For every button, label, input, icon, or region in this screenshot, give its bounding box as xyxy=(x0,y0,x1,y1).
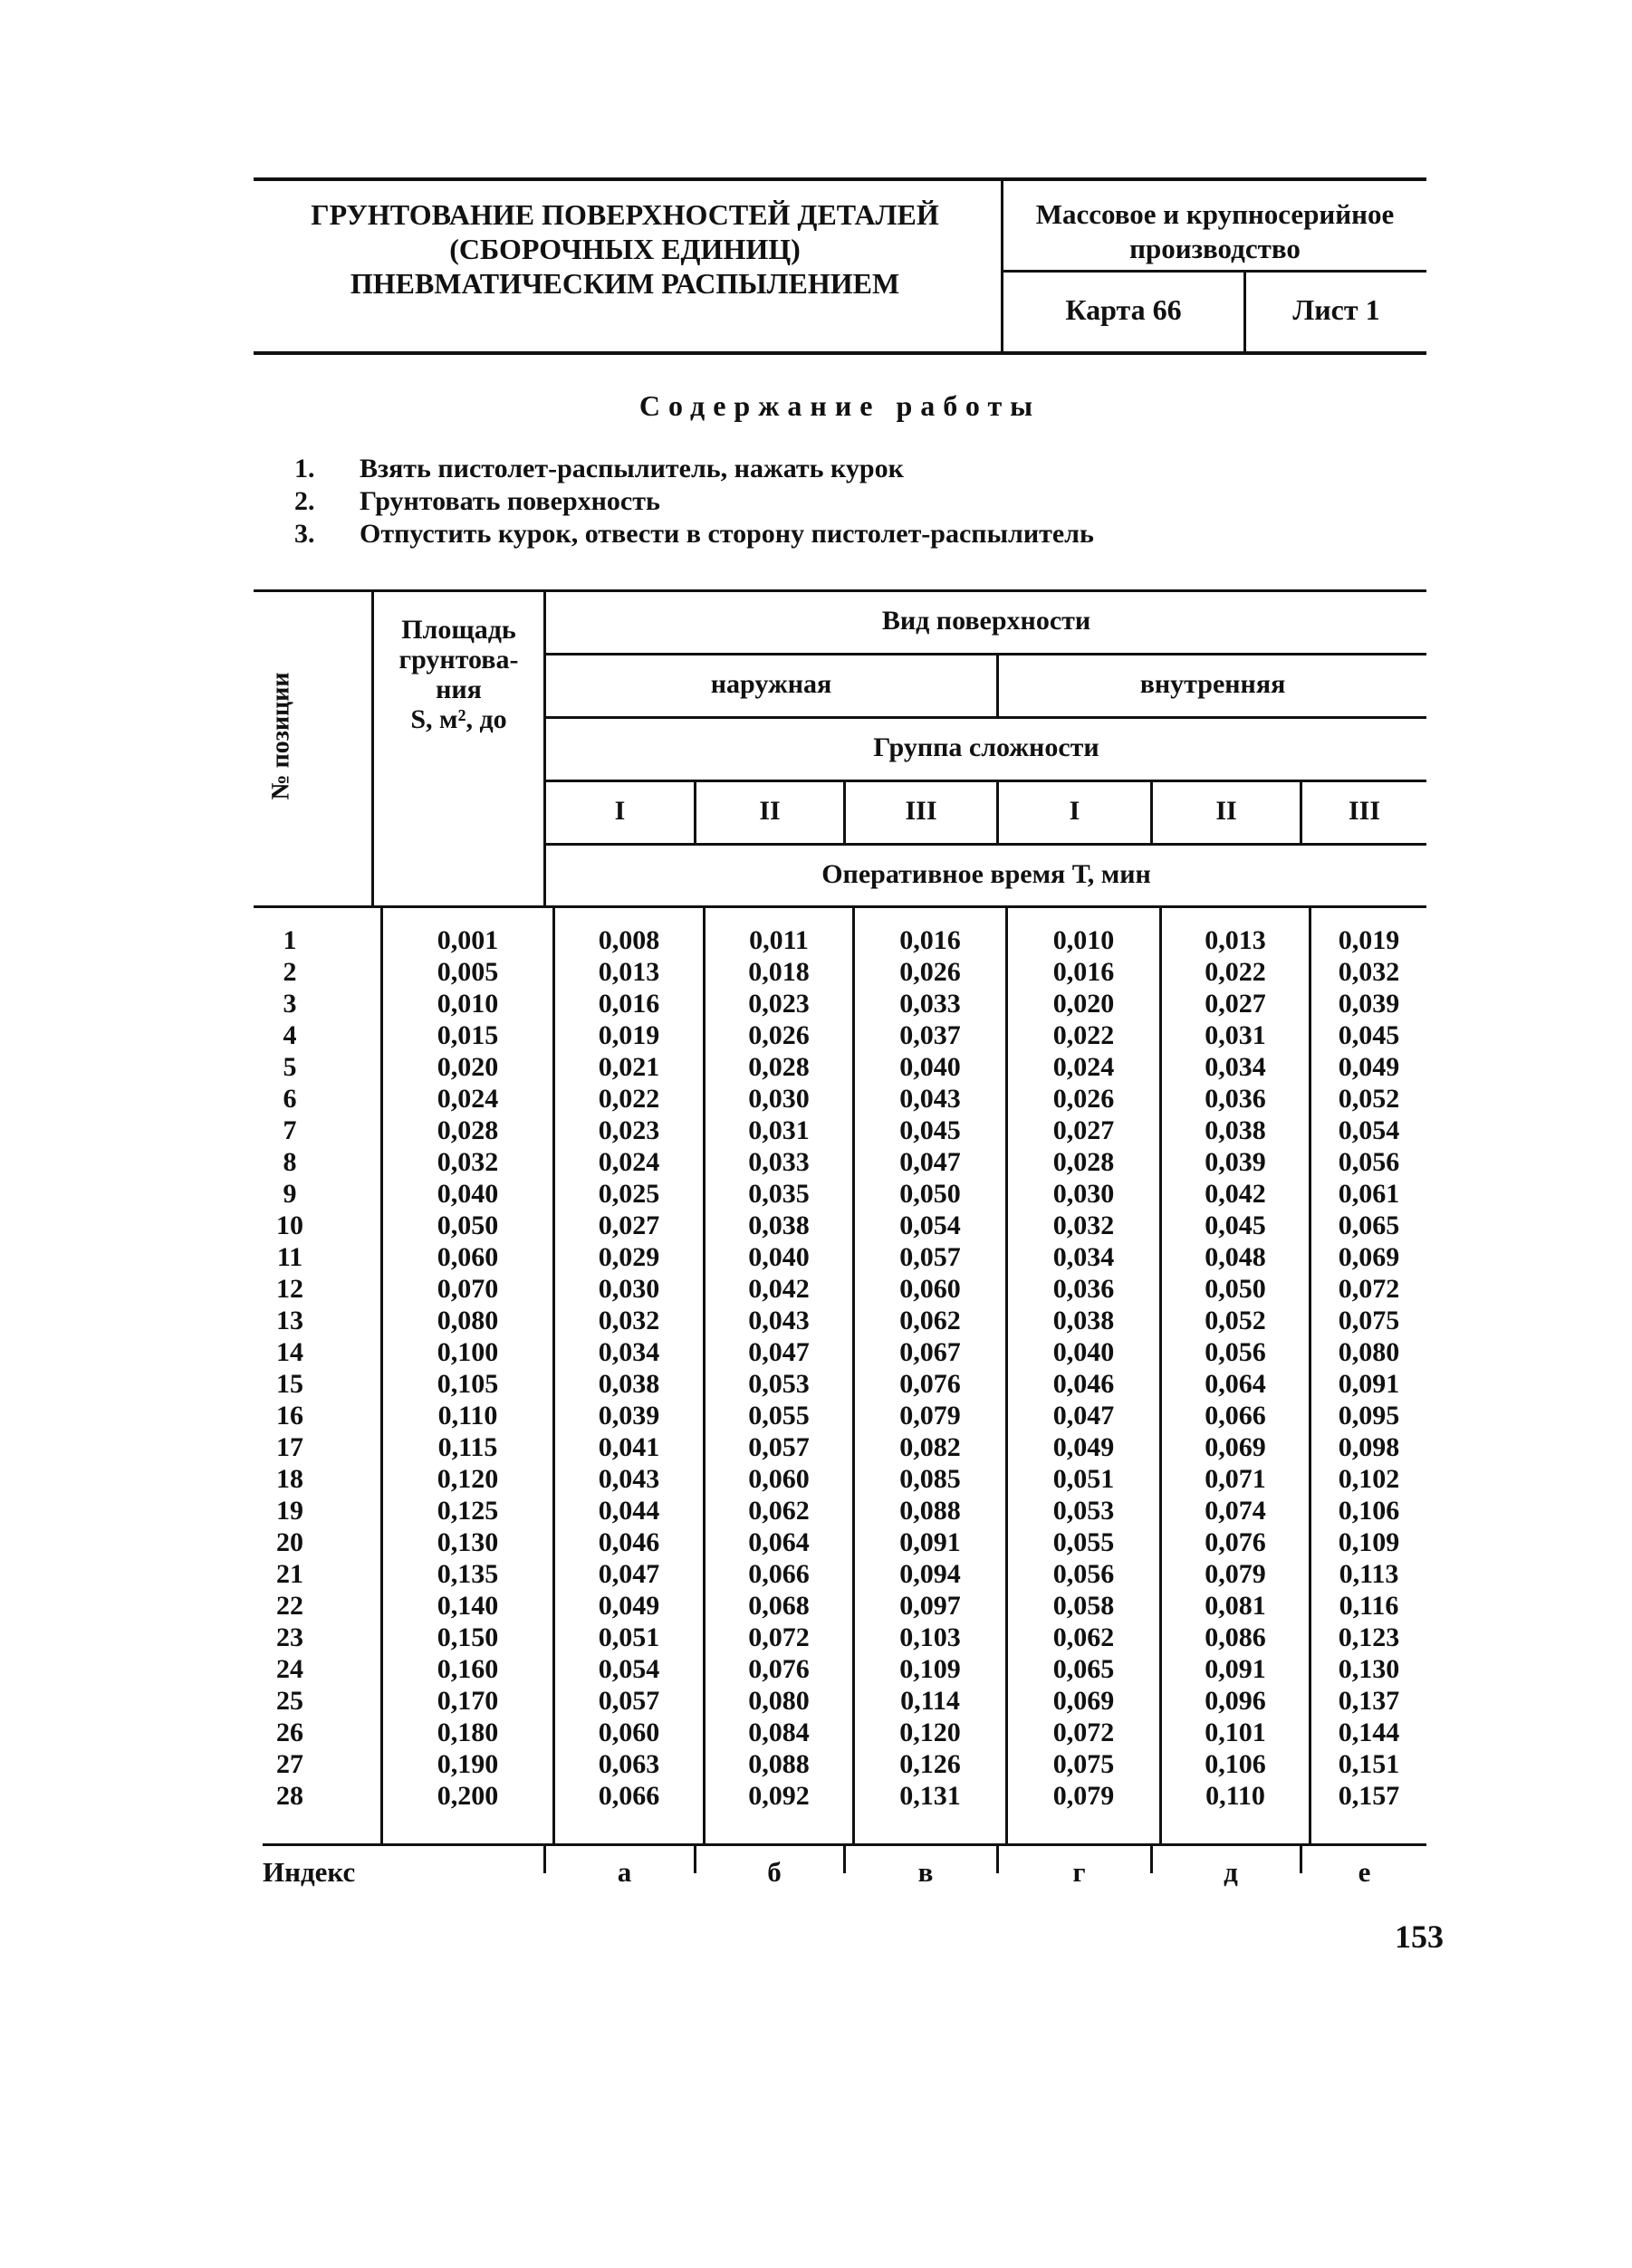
time-column xyxy=(1162,924,1309,1812)
table-cell: 0,041 xyxy=(598,1432,660,1462)
table-cell: 0,062 xyxy=(1052,1622,1115,1652)
step-text: Отпустить курок, отвести в сторону пистолет-распылитель xyxy=(360,519,1094,549)
table-cell: 0,020 xyxy=(437,1052,499,1082)
table-cell: 0,023 xyxy=(748,989,810,1019)
table-cell: 0,040 xyxy=(437,1179,499,1209)
outer-surface-header: наружная xyxy=(710,669,832,699)
table-cell: 0,064 xyxy=(1205,1369,1266,1399)
card-number: Карта 66 xyxy=(1065,293,1182,326)
table-cell: 0,051 xyxy=(598,1622,660,1652)
table-cell: 19 xyxy=(276,1496,303,1526)
index-label: Индекс xyxy=(263,1856,356,1888)
table-cell: 3 xyxy=(283,989,297,1019)
step-text: Взять пистолет-распылитель, нажать курок xyxy=(360,454,904,483)
table-rule xyxy=(543,716,1426,719)
table-cell: 0,110 xyxy=(1205,1781,1265,1811)
table-cell: 0,038 xyxy=(1205,1115,1266,1145)
surface-type-header: Вид поверхности xyxy=(881,606,1091,636)
table-cell: 0,075 xyxy=(1052,1749,1115,1779)
table-cell: 7 xyxy=(283,1115,297,1145)
table-cell: 0,062 xyxy=(748,1496,810,1526)
table-cell: 0,027 xyxy=(1205,989,1266,1019)
table-cell: 0,054 xyxy=(598,1654,660,1684)
table-cell: 0,170 xyxy=(437,1686,499,1716)
table-cell: 0,061 xyxy=(1338,1179,1400,1209)
table-cell: 0,022 xyxy=(1052,1020,1115,1050)
table-cell: 0,057 xyxy=(748,1432,810,1462)
group-header: II xyxy=(759,796,781,826)
table-cell: 0,039 xyxy=(598,1401,660,1431)
table-cell: 0,018 xyxy=(748,957,810,987)
table-cell: 0,113 xyxy=(1339,1559,1399,1589)
table-cell: 0,034 xyxy=(598,1337,660,1367)
table-cell: 0,095 xyxy=(1338,1401,1400,1431)
table-cell: 0,144 xyxy=(1338,1718,1400,1747)
table-cell: 0,091 xyxy=(1205,1654,1266,1684)
table-cell: 0,028 xyxy=(748,1052,810,1082)
table-cell: 0,082 xyxy=(899,1432,961,1462)
table-cell: 0,047 xyxy=(1052,1401,1115,1431)
table-cell: 0,024 xyxy=(598,1147,660,1177)
index-value: е xyxy=(1358,1856,1371,1888)
table-cell: 0,047 xyxy=(899,1147,961,1177)
table-cell: 0,056 xyxy=(1052,1559,1115,1589)
table-cell: 0,037 xyxy=(899,1020,961,1050)
index-value: в xyxy=(917,1856,934,1888)
table-cell: 0,051 xyxy=(1052,1464,1115,1494)
table-cell: 0,013 xyxy=(1205,925,1266,955)
time-column xyxy=(555,924,703,1812)
group-header: I xyxy=(614,796,626,826)
table-cell: 0,008 xyxy=(598,925,660,955)
table-cell: 0,011 xyxy=(749,925,809,955)
table-cell: 8 xyxy=(283,1147,297,1177)
table-cell: 0,050 xyxy=(899,1179,961,1209)
operative-time-header: Оперативное время Т, мин xyxy=(821,859,1151,889)
group-header: III xyxy=(905,796,937,826)
header-bottom-rule xyxy=(254,351,1426,355)
table-cell: 0,101 xyxy=(1205,1718,1266,1747)
table-cell: 0,069 xyxy=(1338,1242,1400,1272)
table-cell: 0,157 xyxy=(1338,1781,1400,1811)
page-number: 153 xyxy=(1395,1919,1444,1955)
index-value: г xyxy=(1072,1856,1086,1888)
table-cell: 0,047 xyxy=(598,1559,660,1589)
table-cell: 0,150 xyxy=(437,1622,499,1652)
table-cell: 0,056 xyxy=(1205,1337,1266,1367)
table-cell: 24 xyxy=(276,1654,303,1684)
title-line: ПНЕВМАТИЧЕСКИМ РАСПЫЛЕНИЕМ xyxy=(350,267,900,300)
index-value: б xyxy=(767,1856,782,1888)
table-cell: 0,042 xyxy=(748,1274,810,1304)
table-cell: 0,114 xyxy=(900,1686,960,1716)
table-cell: 10 xyxy=(276,1211,303,1240)
table-cell: 15 xyxy=(276,1369,303,1399)
table-cell: 0,085 xyxy=(899,1464,961,1494)
table-cell: 0,049 xyxy=(1052,1432,1115,1462)
table-cell: 9 xyxy=(283,1179,297,1209)
table-cell: 0,098 xyxy=(1338,1432,1400,1462)
table-cell: 0,043 xyxy=(748,1306,810,1335)
group-header: II xyxy=(1215,796,1237,826)
table-cell: 0,032 xyxy=(1338,957,1400,987)
table-cell: 0,030 xyxy=(1052,1179,1115,1209)
table-cell: 23 xyxy=(276,1622,303,1652)
table-cell: 0,115 xyxy=(437,1432,498,1462)
table-cell: 0,092 xyxy=(748,1781,810,1811)
table-cell: 0,106 xyxy=(1338,1496,1400,1526)
table-cell: 0,045 xyxy=(899,1115,961,1145)
table-cell: 0,040 xyxy=(1052,1337,1115,1367)
table-cell: 0,060 xyxy=(899,1274,961,1304)
table-cell: 0,200 xyxy=(437,1781,499,1811)
table-cell: 0,190 xyxy=(437,1749,499,1779)
table-cell: 0,135 xyxy=(437,1559,499,1589)
table-cell: 0,069 xyxy=(1205,1432,1266,1462)
table-cell: 0,046 xyxy=(1052,1369,1115,1399)
table-cell: 0,028 xyxy=(1052,1147,1115,1177)
table-cell: 0,130 xyxy=(1338,1654,1400,1684)
table-cell: 0,072 xyxy=(1052,1718,1115,1747)
table-cell: 14 xyxy=(276,1337,303,1367)
table-rule xyxy=(543,653,1426,656)
table-cell: 0,084 xyxy=(748,1718,810,1747)
table-cell: 0,120 xyxy=(899,1718,961,1747)
table-cell: 0,013 xyxy=(598,957,660,987)
table-cell: 0,010 xyxy=(1052,925,1115,955)
table-cell: 0,062 xyxy=(899,1306,961,1335)
table-cell: 0,070 xyxy=(437,1274,499,1304)
title-line: (СБОРОЧНЫХ ЕДИНИЦ) xyxy=(449,233,801,265)
table-cell: 0,039 xyxy=(1205,1147,1266,1177)
table-cell: 0,040 xyxy=(899,1052,961,1082)
work-steps-list xyxy=(294,453,1094,550)
table-cell: 0,021 xyxy=(598,1052,660,1082)
production-line: производство xyxy=(1129,233,1301,264)
table-cell: 16 xyxy=(276,1401,303,1431)
table-cell: 0,034 xyxy=(1052,1242,1115,1272)
table-cell: 0,039 xyxy=(1338,989,1400,1019)
table-cell: 0,026 xyxy=(899,957,961,987)
table-cell: 0,060 xyxy=(598,1718,660,1747)
table-cell: 0,054 xyxy=(899,1211,961,1240)
table-cell: 0,106 xyxy=(1205,1749,1266,1779)
table-top-rule xyxy=(254,589,1426,592)
production-line: Массовое и крупносерийное xyxy=(1035,198,1395,230)
step-number: 1. xyxy=(294,454,315,483)
table-cell: 0,040 xyxy=(748,1242,810,1272)
table-cell: 0,067 xyxy=(899,1337,961,1367)
table-cell: 0,027 xyxy=(598,1211,660,1240)
table-cell: 0,126 xyxy=(899,1749,961,1779)
table-cell: 0,094 xyxy=(899,1559,961,1589)
sheet-number: Лист 1 xyxy=(1292,293,1380,326)
table-cell: 0,180 xyxy=(437,1718,499,1747)
step-number: 2. xyxy=(294,486,315,516)
table-cell: 5 xyxy=(283,1052,297,1082)
table-cell: 0,015 xyxy=(437,1020,499,1050)
table-cell: 0,079 xyxy=(899,1401,961,1431)
table-cell: 27 xyxy=(276,1749,303,1779)
table-cell: 0,116 xyxy=(1339,1591,1399,1621)
table-cell: 0,056 xyxy=(1338,1147,1400,1177)
work-step xyxy=(294,485,1094,518)
document-title xyxy=(254,197,996,301)
table-cell: 0,043 xyxy=(598,1464,660,1494)
position-column xyxy=(263,924,317,1812)
time-norms-table xyxy=(254,589,1426,1893)
table-cell: 0,057 xyxy=(598,1686,660,1716)
area-header-line: ния xyxy=(436,675,482,704)
table-cell: 0,068 xyxy=(748,1591,810,1621)
table-cell: 0,076 xyxy=(1205,1527,1266,1557)
table-cell: 0,065 xyxy=(1338,1211,1400,1240)
table-cell: 0,024 xyxy=(1052,1052,1115,1082)
table-cell: 0,016 xyxy=(598,989,660,1019)
table-cell: 0,026 xyxy=(1052,1084,1115,1114)
table-cell: 0,047 xyxy=(748,1337,810,1367)
table-cell: 0,066 xyxy=(1205,1401,1266,1431)
table-cell: 0,043 xyxy=(899,1084,961,1114)
table-cell: 0,071 xyxy=(1205,1464,1266,1494)
table-cell: 0,054 xyxy=(1338,1115,1400,1145)
table-cell: 0,097 xyxy=(899,1591,961,1621)
table-cell: 0,125 xyxy=(437,1496,499,1526)
table-cell: 0,055 xyxy=(1052,1527,1115,1557)
table-cell: 0,049 xyxy=(1338,1052,1400,1082)
table-cell: 0,140 xyxy=(437,1591,499,1621)
table-cell: 22 xyxy=(276,1591,303,1621)
table-cell: 2 xyxy=(283,957,297,987)
table-cell: 0,096 xyxy=(1205,1686,1266,1716)
table-cell: 0,052 xyxy=(1205,1306,1266,1335)
table-cell: 0,137 xyxy=(1338,1686,1400,1716)
table-cell: 0,031 xyxy=(748,1115,810,1145)
index-value: а xyxy=(617,1856,632,1888)
table-cell: 0,109 xyxy=(1338,1527,1400,1557)
group-header: III xyxy=(1348,796,1381,826)
table-cell: 0,060 xyxy=(748,1464,810,1494)
table-cell: 12 xyxy=(276,1274,303,1304)
header-mid-rule xyxy=(1001,270,1426,273)
table-cell: 0,016 xyxy=(899,925,961,955)
table-cell: 0,019 xyxy=(598,1020,660,1050)
table-cell: 0,080 xyxy=(748,1686,810,1716)
table-cell: 0,049 xyxy=(598,1591,660,1621)
table-cell: 0,031 xyxy=(1205,1020,1266,1050)
table-cell: 0,081 xyxy=(1205,1591,1266,1621)
table-cell: 0,046 xyxy=(598,1527,660,1557)
table-cell: 0,032 xyxy=(437,1147,499,1177)
header-top-rule xyxy=(254,177,1426,181)
table-cell: 0,010 xyxy=(437,989,499,1019)
table-cell: 0,064 xyxy=(748,1527,810,1557)
table-cell: 0,091 xyxy=(1338,1369,1400,1399)
table-cell: 0,044 xyxy=(598,1496,660,1526)
area-header-line: грунтова- xyxy=(398,645,519,675)
table-cell: 0,032 xyxy=(1052,1211,1115,1240)
table-cell: 0,035 xyxy=(748,1179,810,1209)
table-cell: 0,027 xyxy=(1052,1115,1115,1145)
work-content-title: Содержание работы xyxy=(638,389,1042,422)
table-cell: 26 xyxy=(276,1718,303,1747)
group-header: I xyxy=(1069,796,1080,826)
title-line: ГРУНТОВАНИЕ ПОВЕРХНОСТЕЙ ДЕТАЛЕЙ xyxy=(311,198,939,231)
table-cell: 0,091 xyxy=(899,1527,961,1557)
table-cell: 0,160 xyxy=(437,1654,499,1684)
table-cell: 0,057 xyxy=(899,1242,961,1272)
table-cell: 0,131 xyxy=(899,1781,961,1811)
table-cell: 0,033 xyxy=(899,989,961,1019)
table-cell: 0,023 xyxy=(598,1115,660,1145)
area-column xyxy=(383,924,552,1812)
table-cell: 0,029 xyxy=(598,1242,660,1272)
table-rule xyxy=(543,843,1426,846)
document-header xyxy=(254,177,1426,355)
step-number: 3. xyxy=(294,519,315,549)
table-cell: 0,038 xyxy=(748,1211,810,1240)
table-cell: 0,076 xyxy=(899,1369,961,1399)
table-cell: 0,065 xyxy=(1052,1654,1115,1684)
position-number-header: № позиции xyxy=(267,672,295,800)
work-step xyxy=(294,518,1094,550)
table-cell: 0,109 xyxy=(899,1654,961,1684)
table-cell: 0,088 xyxy=(748,1749,810,1779)
step-text: Грунтовать поверхность xyxy=(360,486,660,516)
table-cell: 0,074 xyxy=(1205,1496,1266,1526)
area-header-line: S, м², до xyxy=(410,704,507,734)
time-column xyxy=(1008,924,1159,1812)
table-cell: 0,063 xyxy=(598,1749,660,1779)
table-cell: 11 xyxy=(276,1242,303,1272)
table-rule xyxy=(543,780,1426,782)
table-cell: 0,080 xyxy=(1338,1337,1400,1367)
production-type xyxy=(1003,197,1426,266)
time-column xyxy=(706,924,852,1812)
table-cell: 6 xyxy=(283,1084,297,1114)
table-cell: 0,076 xyxy=(748,1654,810,1684)
work-step xyxy=(294,453,1094,485)
table-cell: 0,052 xyxy=(1338,1084,1400,1114)
table-cell: 0,053 xyxy=(748,1369,810,1399)
table-cell: 0,028 xyxy=(437,1115,499,1145)
table-cell: 0,048 xyxy=(1205,1242,1266,1272)
table-cell: 0,053 xyxy=(1052,1496,1115,1526)
table-cell: 0,130 xyxy=(437,1527,499,1557)
table-cell: 25 xyxy=(276,1686,303,1716)
table-cell: 0,050 xyxy=(437,1211,499,1240)
table-cell: 0,110 xyxy=(437,1401,498,1431)
table-cell: 0,016 xyxy=(1052,957,1115,987)
table-cell: 0,060 xyxy=(437,1242,499,1272)
table-cell: 0,042 xyxy=(1205,1179,1266,1209)
table-header-bottom-rule xyxy=(254,905,1426,908)
table-cell: 0,079 xyxy=(1205,1559,1266,1589)
area-header-line: Площадь xyxy=(401,615,516,645)
table-cell: 0,066 xyxy=(598,1781,660,1811)
table-cell: 0,019 xyxy=(1338,925,1400,955)
table-cell: 0,038 xyxy=(598,1369,660,1399)
table-cell: 21 xyxy=(276,1559,303,1589)
table-cell: 0,072 xyxy=(748,1622,810,1652)
table-cell: 4 xyxy=(283,1020,297,1050)
table-cell: 0,105 xyxy=(437,1369,499,1399)
table-cell: 0,100 xyxy=(437,1337,499,1367)
table-cell: 0,026 xyxy=(748,1020,810,1050)
table-cell: 0,045 xyxy=(1205,1211,1266,1240)
table-cell: 0,038 xyxy=(1052,1306,1115,1335)
index-value: д xyxy=(1224,1856,1238,1888)
table-cell: 0,086 xyxy=(1205,1622,1266,1652)
table-cell: 0,066 xyxy=(748,1559,810,1589)
table-cell: 0,030 xyxy=(598,1274,660,1304)
time-column xyxy=(1311,924,1426,1812)
table-cell: 0,025 xyxy=(598,1179,660,1209)
complexity-group-header: Группа сложности xyxy=(873,732,1099,762)
table-cell: 0,036 xyxy=(1052,1274,1115,1304)
table-cell: 0,151 xyxy=(1338,1749,1400,1779)
table-cell: 0,024 xyxy=(437,1084,499,1114)
table-cell: 18 xyxy=(276,1464,303,1494)
table-cell: 17 xyxy=(276,1432,303,1462)
table-cell: 0,050 xyxy=(1205,1274,1266,1304)
table-cell: 1 xyxy=(283,925,297,955)
table-cell: 0,120 xyxy=(437,1464,499,1494)
table-cell: 0,036 xyxy=(1205,1084,1266,1114)
table-cell: 0,055 xyxy=(748,1401,810,1431)
table-cell: 0,001 xyxy=(437,925,499,955)
table-cell: 0,058 xyxy=(1052,1591,1115,1621)
inner-surface-header: внутренняя xyxy=(1139,669,1286,699)
time-column xyxy=(855,924,1005,1812)
table-cell: 28 xyxy=(276,1781,303,1811)
table-cell: 0,080 xyxy=(437,1306,499,1335)
table-cell: 0,033 xyxy=(748,1147,810,1177)
table-cell: 0,088 xyxy=(899,1496,961,1526)
table-cell: 0,102 xyxy=(1338,1464,1400,1494)
table-cell: 0,103 xyxy=(899,1622,961,1652)
table-cell: 0,034 xyxy=(1205,1052,1266,1082)
table-cell: 0,045 xyxy=(1338,1020,1400,1050)
table-cell: 0,030 xyxy=(748,1084,810,1114)
table-cell: 0,079 xyxy=(1052,1781,1115,1811)
table-cell: 0,072 xyxy=(1338,1274,1400,1304)
table-cell: 20 xyxy=(276,1527,303,1557)
table-cell: 0,123 xyxy=(1338,1622,1400,1652)
table-cell: 0,075 xyxy=(1338,1306,1400,1335)
table-cell: 0,069 xyxy=(1052,1686,1115,1716)
table-cell: 0,032 xyxy=(598,1306,660,1335)
table-cell: 0,020 xyxy=(1052,989,1115,1019)
table-cell: 0,022 xyxy=(1205,957,1266,987)
table-cell: 13 xyxy=(276,1306,303,1335)
table-cell: 0,022 xyxy=(598,1084,660,1114)
area-header xyxy=(374,615,543,734)
table-cell: 0,005 xyxy=(437,957,499,987)
